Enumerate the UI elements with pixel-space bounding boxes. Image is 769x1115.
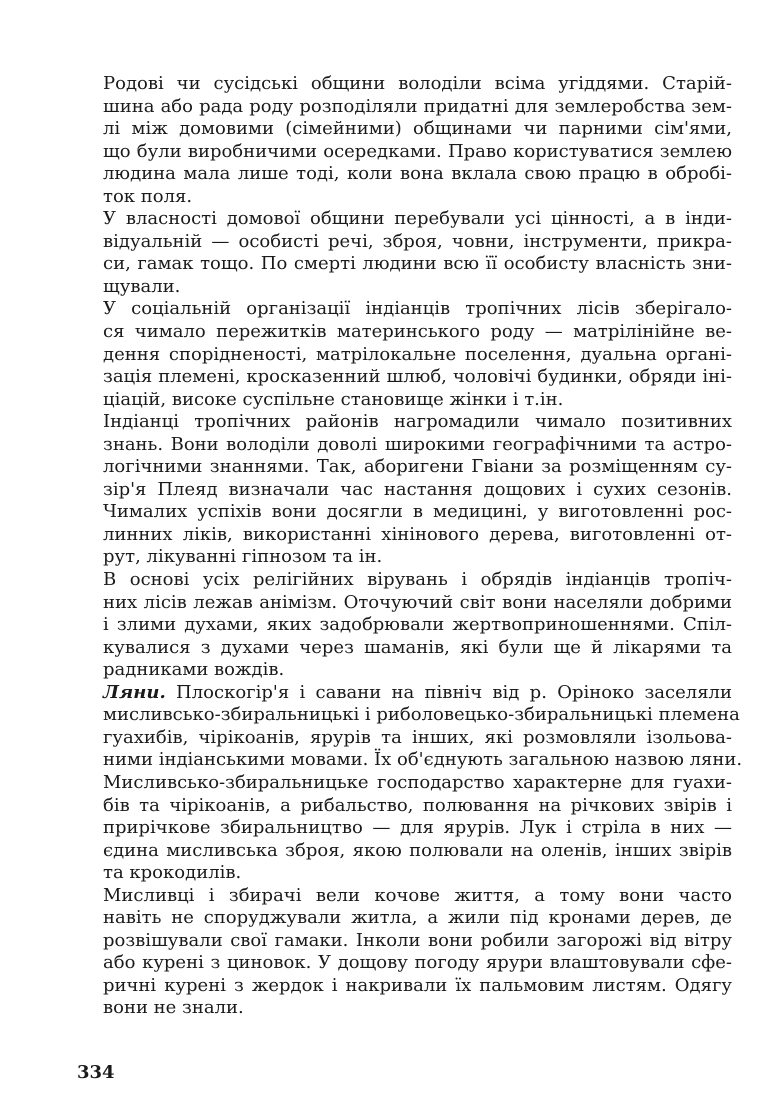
text-line: них лісів лежав анімізм. Оточуючий світ вони населяли добрими xyxy=(103,591,732,613)
section-lead-term: Ляни. xyxy=(103,681,166,703)
text-line: радниками вождів. xyxy=(103,659,285,681)
text-line xyxy=(77,682,732,705)
text-line: шина або рада роду розподіляли придатні для землеробства зем- xyxy=(103,95,732,117)
text-line: бів та чірікоанів, а рибальство, полювання на річкових звірів і xyxy=(103,794,732,816)
text-line: зір'я Плеяд визначали час настання дощових і сухих сезонів. xyxy=(103,478,732,500)
text-line: си, гамак тощо. По смерті людини всю її особисту власність зни- xyxy=(103,253,732,275)
text-line: Чималих успіхів вони досягли в медицині, у виготовленні рос- xyxy=(103,501,732,523)
text-line: логічними знаннями. Так, аборигени Гвіани за розміщенням су- xyxy=(103,456,732,478)
text-line: дення спорідненості, матрілокальне поселення, дуальна органі- xyxy=(103,343,732,365)
page-number: 334 xyxy=(77,1062,115,1083)
text-line: кувалися з духами через шаманів, які були ще й лікарями та xyxy=(103,636,732,658)
text-line: У власності домової общини перебували усі цінності, а в інди- xyxy=(103,208,732,230)
paragraph-nomadic-life xyxy=(77,885,732,1020)
paragraph-property xyxy=(77,208,732,298)
text-line: лі між домовими (сімейними) общинами чи парними сім'ями, xyxy=(103,118,732,140)
text-line: або курені з циновок. У дощову погоду ярури влаштовували сфе- xyxy=(103,952,732,974)
text-line: вони не знали. xyxy=(103,997,244,1019)
paragraph-lyani xyxy=(77,681,743,885)
text-line: У соціальній організації індіанців тропічних лісів зберігало- xyxy=(103,298,732,320)
text-line: відуальній — особисті речі, зброя, човни, інструменти, прикра- xyxy=(103,230,732,252)
text-line: навіть не споруджували житла, а жили під кронами дерев, де xyxy=(103,907,732,929)
text-line: єдина мисливська зброя, якою полювали на оленів, інших звірів xyxy=(103,839,732,861)
paragraph-social-organization xyxy=(77,298,732,411)
text-line: Мисливці і збирачі вели кочове життя, а тому вони часто xyxy=(103,884,732,906)
paragraph-religion xyxy=(77,569,732,682)
paragraph-land-ownership xyxy=(77,73,732,208)
text-line: прирічкове збиральництво — для ярурів. Лук і стріла в них — xyxy=(103,817,732,839)
text-line: Мисливсько-збиральницьке господарство характерне для гуахи- xyxy=(103,771,732,793)
text-line: гуахибів, чірікоанів, ярурів та інших, які розмовляли ізольова- xyxy=(103,726,732,748)
text-line: рут, лікуванні гіпнозом та ін. xyxy=(103,546,383,568)
text-line: ся чимало пережитків материнського роду — матрілінійне ве- xyxy=(103,321,732,343)
text-line: мисливсько-збиральницькі і риболовецько-збиральницькі племена xyxy=(103,704,740,726)
text-line: Індіанці тропічних районів нагромадили чимало позитивних xyxy=(103,411,732,433)
text-line: линних ліків, використанні хінінового дерева, виготовленні от- xyxy=(103,523,732,545)
text-line: і злими духами, яких задобрювали жертвоприношеннями. Спіл- xyxy=(103,614,732,636)
text-run: Плоскогір'я і савани на північ від р. Оріноко заселяли xyxy=(165,681,732,703)
text-line: ними індіанськими мовами. Їх об'єднують загальною назвою ляни. xyxy=(103,749,743,771)
text-line: ціацій, високе суспільне становище жінки і т.ін. xyxy=(103,388,564,410)
text-line: знань. Вони володіли доволі широкими географічними та астро- xyxy=(103,433,732,455)
text-line: В основі усіх релігійних вірувань і обрядів індіанців тропіч- xyxy=(103,569,732,591)
text-line: ричні курені з жердок і накривали їх пальмовим листям. Одягу xyxy=(103,974,732,996)
text-line: людина мала лише тоді, коли вона вклала свою працю в обробі- xyxy=(103,163,732,185)
text-line: розвішували свої гамаки. Інколи вони робили загорожі від вітру xyxy=(103,929,732,951)
text-line: зація племені, кросказенний шлюб, чоловічі будинки, обряди іні- xyxy=(103,366,732,388)
text-line: та крокодилів. xyxy=(103,862,242,884)
page-body xyxy=(77,73,743,1020)
text-line: що були виробничими осередками. Право користуватися землею xyxy=(103,140,732,162)
text-line: щували. xyxy=(103,275,181,297)
text-line: ток поля. xyxy=(103,185,193,207)
paragraph-knowledge xyxy=(77,411,732,569)
text-line: Родові чи сусідські общини володіли всіма угіддями. Старій- xyxy=(103,73,732,94)
